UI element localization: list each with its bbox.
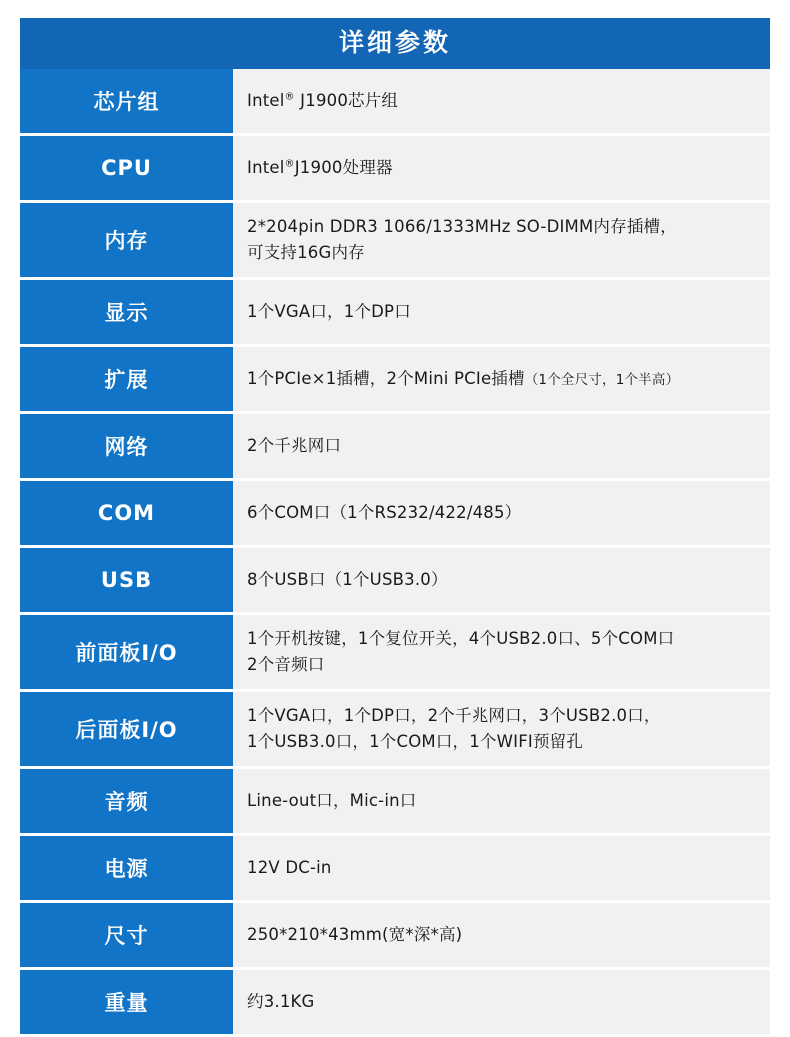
spec-value-text: Intel — [247, 90, 285, 110]
spec-value-line: 约3.1KG — [247, 991, 315, 1011]
registered-trademark-icon: ® — [284, 158, 295, 170]
spec-value — [233, 690, 770, 767]
spec-value-note: （1个全尺寸，1个半高） — [524, 371, 680, 388]
table-row — [20, 613, 770, 690]
spec-label: 前面板I/O — [20, 613, 233, 690]
spec-value-line: 2*204pin DDR3 1066/1333MHz SO-DIMM内存插槽， — [247, 216, 677, 236]
table-row — [20, 69, 770, 135]
spec-value-text: Intel — [247, 157, 285, 177]
spec-label: 内存 — [20, 201, 233, 278]
spec-value-line: 250*210*43mm(宽*深*高) — [247, 924, 463, 944]
spec-table-body — [20, 69, 770, 1036]
table-row — [20, 968, 770, 1035]
spec-label: COM — [20, 479, 233, 546]
spec-value-line: 12V DC-in — [247, 857, 332, 877]
table-row — [20, 278, 770, 345]
table-row — [20, 345, 770, 412]
spec-label: USB — [20, 546, 233, 613]
table-row — [20, 479, 770, 546]
spec-value-line: 2个音频口 — [247, 654, 325, 674]
spec-label: 重量 — [20, 968, 233, 1035]
spec-label: 后面板I/O — [20, 690, 233, 767]
spec-value — [233, 767, 770, 834]
spec-value — [233, 901, 770, 968]
spec-value — [233, 968, 770, 1035]
spec-value — [233, 479, 770, 546]
spec-value — [233, 201, 770, 278]
table-row — [20, 767, 770, 834]
spec-label: CPU — [20, 134, 233, 201]
table-row — [20, 690, 770, 767]
spec-label: 尺寸 — [20, 901, 233, 968]
spec-label: 芯片组 — [20, 69, 233, 135]
table-row — [20, 901, 770, 968]
page-title: 详细参数 — [20, 18, 770, 69]
table-row — [20, 546, 770, 613]
spec-value-line: Line-out口，Mic-in口 — [247, 790, 417, 810]
table-row — [20, 201, 770, 278]
spec-value-line: 1个PCIe×1插槽，2个Mini PCIe插槽（1个全尺寸，1个半高） — [247, 368, 680, 388]
registered-trademark-icon: ® — [284, 91, 295, 103]
spec-value-line: 8个USB口（1个USB3.0） — [247, 569, 448, 589]
spec-value-line: 6个COM口（1个RS232/422/485） — [247, 502, 522, 522]
spec-value-line: 可支持16G内存 — [247, 242, 365, 262]
table-row — [20, 134, 770, 201]
spec-value-line: 1个VGA口，1个DP口 — [247, 301, 411, 321]
spec-value-text: J1900芯片组 — [294, 90, 399, 110]
spec-value-text: J1900处理器 — [294, 157, 393, 177]
table-row — [20, 412, 770, 479]
table-row — [20, 834, 770, 901]
spec-label: 电源 — [20, 834, 233, 901]
spec-value — [233, 834, 770, 901]
spec-value — [233, 546, 770, 613]
spec-label: 扩展 — [20, 345, 233, 412]
spec-value-line: 1个USB3.0口，1个COM口，1个WIFI预留孔 — [247, 731, 584, 751]
spec-value — [233, 613, 770, 690]
spec-table — [20, 69, 770, 1037]
spec-value-line: 1个VGA口，1个DP口，2个千兆网口，3个USB2.0口， — [247, 705, 661, 725]
spec-value — [233, 345, 770, 412]
spec-label: 显示 — [20, 278, 233, 345]
spec-value-line: 1个开机按键，1个复位开关，4个USB2.0口、5个COM口 — [247, 628, 675, 648]
spec-value — [233, 412, 770, 479]
spec-label: 网络 — [20, 412, 233, 479]
spec-value — [233, 278, 770, 345]
spec-value — [233, 134, 770, 201]
spec-label: 音频 — [20, 767, 233, 834]
spec-value — [233, 69, 770, 135]
spec-value-line: 2个千兆网口 — [247, 435, 342, 455]
spec-sheet — [20, 0, 770, 1037]
